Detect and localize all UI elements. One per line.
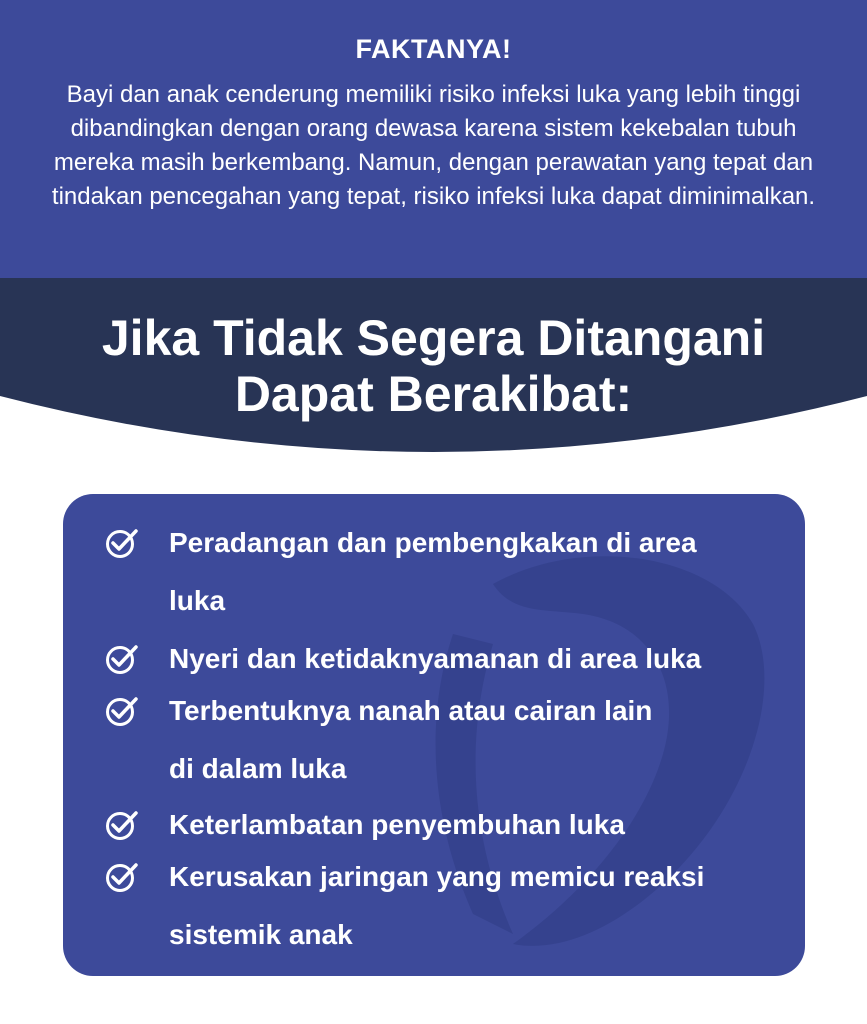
check-circle-icon [105, 860, 139, 894]
check-circle-icon [105, 808, 139, 842]
banner-title-line-2: Dapat Berakibat: [234, 366, 633, 422]
list-item-text: Keterlambatan penyembuhan luka [169, 809, 625, 840]
warning-banner [0, 278, 867, 468]
list-item-text: Peradangan dan pembengkakan di area luka [169, 527, 697, 616]
consequences-card [63, 494, 805, 976]
check-circle-icon [105, 642, 139, 676]
fact-title: FAKTANYA! [355, 34, 512, 64]
list-item-text: Terbentuknya nanah atau cairan lain di dalam luka [169, 695, 653, 784]
banner-title-line-1: Jika Tidak Segera Ditangani [101, 310, 766, 366]
fact-body: Bayi dan anak cenderung memiliki risiko infeksi luka yang lebih tinggi dibandingkan dengan orang dewasa karena sistem kekebalan tubuh mereka masih berkembang. Namun, dengan perawatan yang tepat dan tindakan pencegahan yang tepat, risiko infeksi luka dapat diminimalkan. [51, 81, 816, 210]
list-item-text: Kerusakan jaringan yang memicu reaksi sistemik anak [169, 861, 705, 950]
list-item-text: Nyeri dan ketidaknyamanan di area luka [169, 643, 702, 674]
banner-title [0, 310, 867, 422]
check-circle-icon [105, 526, 139, 560]
fact-section [0, 0, 867, 278]
check-circle-icon [105, 694, 139, 728]
